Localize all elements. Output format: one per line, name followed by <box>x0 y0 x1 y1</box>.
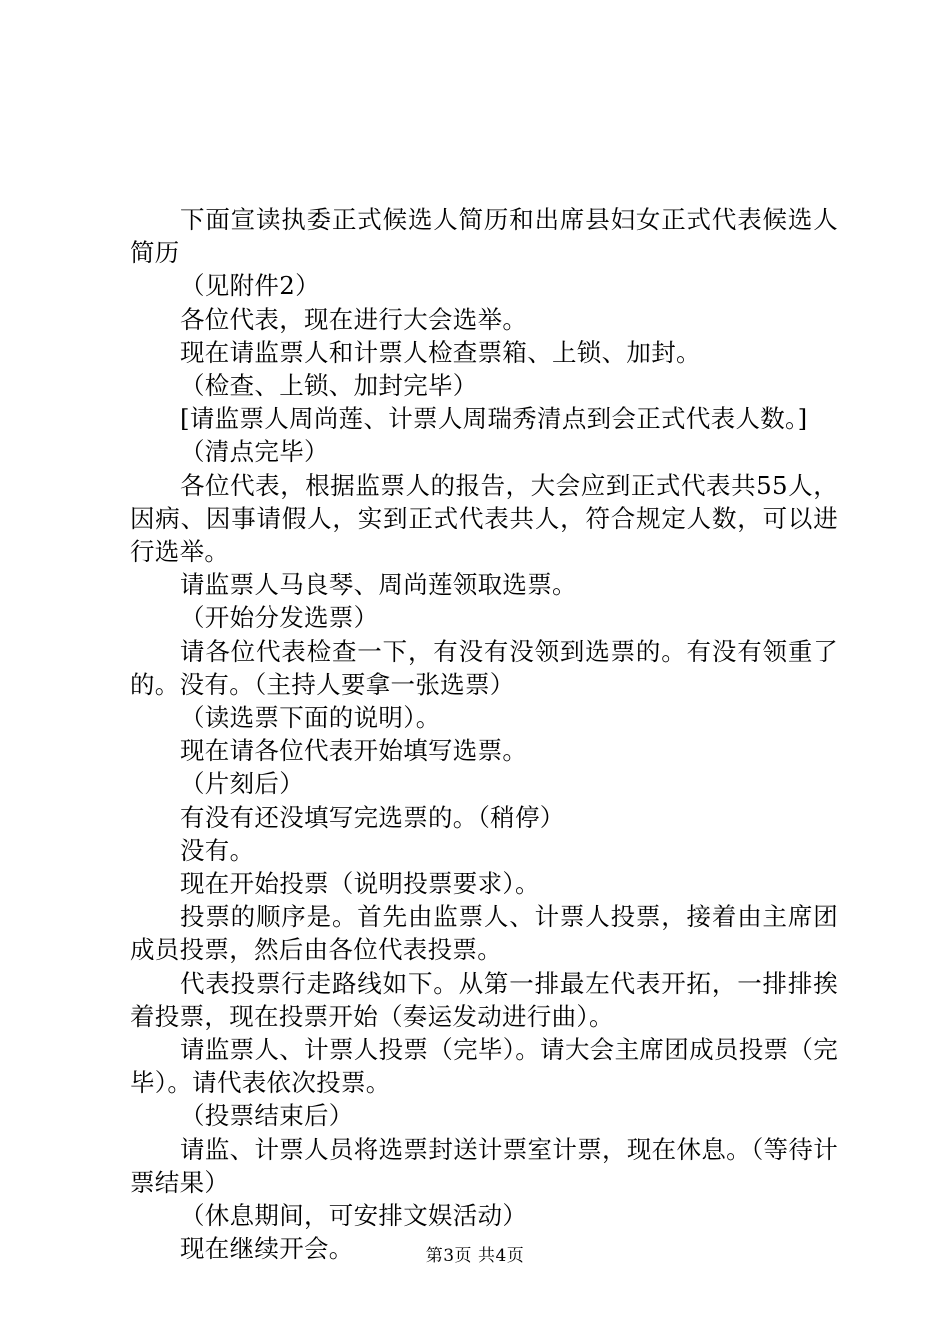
paragraph: 有没有还没填写完选票的。（稍停） <box>180 802 565 832</box>
paragraph: 现在请各位代表开始填写选票。 <box>180 736 528 766</box>
paragraph: （清点完毕） <box>180 437 329 467</box>
paragraph: 现在开始投票（说明投票要求）。 <box>180 869 540 899</box>
paragraph: 下面宣读执委正式候选人简历和出席县妇女正式代表候选人简历 <box>130 205 838 268</box>
paragraph: 各位代表，根据监票人的报告，大会应到正式代表共55人，因病、因事请假人，实到正式代表共人，符合规定人数，可以进行选举。 <box>130 470 838 567</box>
paragraph: （休息期间，可安排文娱活动） <box>180 1201 528 1231</box>
paragraph: 代表投票行走路线如下。从第一排最左代表开拓，一排排挨着投票，现在投票开始（奏运发动进行曲）。 <box>130 968 838 1031</box>
paragraph: （读选票下面的说明）。 <box>180 703 441 733</box>
paragraph: （投票结束后） <box>180 1101 354 1131</box>
paragraph: 现在请监票人和计票人检查票箱、上锁、加封。 <box>180 337 701 367</box>
paragraph: 现在继续开会。 <box>180 1234 354 1264</box>
paragraph: 没有。 <box>180 835 255 865</box>
paragraph: （开始分发选票） <box>180 603 379 633</box>
paragraph: 投票的顺序是。首先由监票人、计票人投票，接着由主席团成员投票，然后由各位代表投票。 <box>130 902 838 965</box>
paragraph: （片刻后） <box>180 769 304 799</box>
paragraph: 各位代表，现在进行大会选举。 <box>180 304 528 334</box>
document-body <box>130 203 838 1266</box>
paragraph: 请监票人马良琴、周尚莲领取选票。 <box>180 570 577 600</box>
paragraph: （检查、上锁、加封完毕） <box>180 371 478 401</box>
paragraph: 请监票人、计票人投票（完毕）。请大会主席团成员投票（完毕）。请代表依次投票。 <box>130 1035 838 1098</box>
page-number-footer: 第3页 共4页 <box>425 1246 525 1266</box>
paragraph: [请监票人周尚莲、计票人周瑞秀清点到会正式代表人数。] <box>180 404 808 434</box>
paragraph: 请监、计票人员将选票封送计票室计票，现在休息。（等待计票结果） <box>130 1134 838 1197</box>
paragraph: （见附件2） <box>180 271 320 301</box>
paragraph: 请各位代表检查一下，有没有没领到选票的。有没有领重了的。没有。（主持人要拿一张选票） <box>130 636 838 699</box>
